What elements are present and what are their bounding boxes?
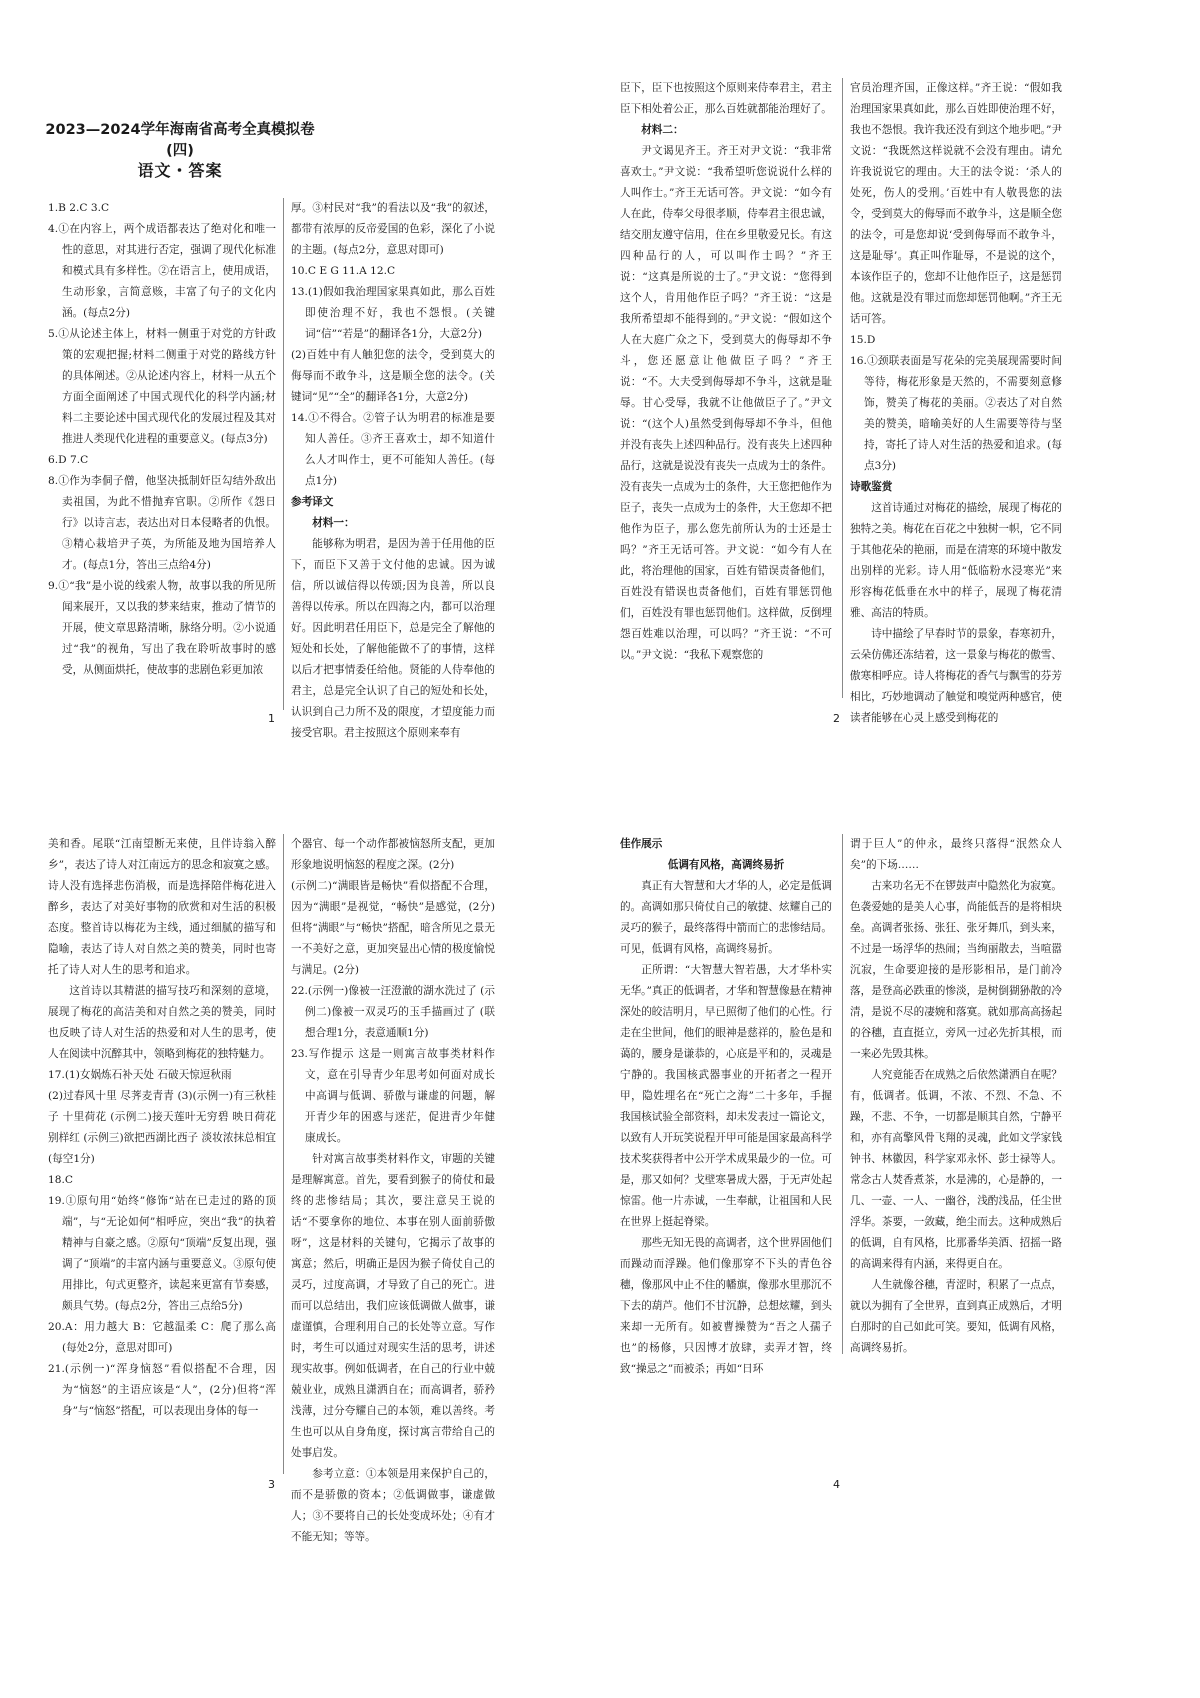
material-one-text-cont: 臣下，臣下也按照这个原则来侍奉君主，君主臣下相处着公正，那么百姓就都能治理好了。 [620, 82, 832, 115]
material-two-text: 尹文谒见齐王。齐王对尹文说：“我非常喜欢士。”尹文说：“我希望听您说说什么样的人叫作士。”齐王无话可答。尹文说：“如今有人在此，侍奉父母很孝顺，侍奉君主很忠诚，结交朋友遵守信用，住在乡里敬爱兄长。有这四种品行的人，可以叫作士吗？”齐王说：“这真是所说的士了。”尹文说：“您得到这个人，肯用他作臣子吗？”齐王说：“这是我所希望却不能得到的。”尹文说：“假如这个人在大庭广众之下，受到莫大的侮辱却不争斗，您还愿意让他做臣子吗？”齐王说：“不。大夫受到侮辱却不争斗，这就是耻辱。甘心受辱，我就不让他做臣子了。”尹文说：“(这个人)虽然受到侮辱却不争斗，但他并没有丧失上述四种品行。没有丧失上述四种品行，这就是说没有丧失一点成为士的条件。没有丧失一点成为士的条件，大王您把他作为臣子，丧失一点成为士的条件，大王您却不把他作为臣子，那么您先前所认为的士还是士吗？”齐王无话可答。尹文说：“如今有人在此，将治理他的国家，百姓有错误责备他们，百姓没有错误也责备他们，百姓有罪惩罚他们，百姓没有罪也惩罚他们。这样做，反倒埋怨百姓难以治理，可以吗？”齐王说：“不可以。”尹文说：“我私下观察您的 [620, 145, 832, 661]
essay-paragraph: 人生就像谷穗，青涩时，积累了一点点，就以为拥有了全世界，直到真正成熟后，才明白那时的自己如此可笑。要知，低调有风格，高调终易折。 [850, 1279, 1062, 1354]
reference-translation-heading: 参考译文 [291, 496, 334, 508]
answer-item: 厚。③村民对“我”的看法以及“我”的叙述，都带有浓厚的反帝爱国的色彩，深化了小说的主题。(每点2分，意思对即可) [291, 202, 495, 256]
essay-paragraph: 古来功名无不在锣鼓声中隐然化为寂寞。色袭爱她的是美人心事，尚能低吾的是将相块垒。高调者张扬、张狂、张牙舞爪，到头来，不过是一场浮华的热闹；当绚丽散去，当喧嚣沉寂，生命要迎接的是形影相吊，是门前冷落，是登高必跌重的惨淡，是树倒猢狲散的冷清，是说不尽的凄婉和落寞。就如那高高扬起的谷穗，直直挺立，旁风一过必先折其根，而一来必先毁其株。 [850, 880, 1062, 1060]
answer-item: 9.①“我”是小说的线索人物，故事以我的所见所闻来展开，又以我的梦来结束，推动了情节的开展，使文章思路清晰，脉络分明。②小说通过“我”的视角，写出了我在聆听故事时的感受，从侧面烘托，使故事的悲剧色彩更加浓 [48, 580, 276, 676]
p2-left-column [620, 78, 832, 666]
essay-paragraph: 正所谓：“大智慧大智若愚，大才华朴实无华。”真正的低调者，才华和智慧像悬在精神深处的皎洁明月，早已照彻了他们的心性。行走在尘世间，他们的眼神是慈祥的，脸色是和蔼的，腰身是谦恭的，心底是平和的，灵魂是宁静的。我国核武器事业的开拓者之一程开甲，隐姓埋名在“死亡之海”二十多年，手握我国核试验全部资料，却未发表过一篇论文，以致有人开玩笑说程开甲可能是国家最高科学技术奖获得者中公开学术成果最少的一位。可是，那又如何？戈壁寒暑成大器，于无声处起惊雷。他一片赤诚，一生奉献，让祖国和人民在世界上挺起脊梁。 [620, 964, 832, 1228]
p4-left-column [620, 834, 832, 1380]
answer-item: 22.(示例一)像被一汪澄澈的湖水洗过了 (示例二)像被一双灵巧的玉手描画过了 (联想合理1分，表意通顺1分) [291, 985, 495, 1039]
material-one-heading: 材料一： [312, 517, 355, 529]
essay-paragraph: 人究竟能否在成熟之后依然潇洒自在呢？有，低调者。低调，不浓、不烈、不急、不躁，不悲、不争，一切都是顺其自然，宁静平和，亦有高擎风骨飞翔的灵魂，此如文学家钱钟书、林徽因，科学家邓永怀、彭士禄等人。常念古人焚香煮茶，水是沸的，心是静的，一几、一壶、一人、一幽谷，浅酌浅品，任尘世浮华。茶要，一敛藏，绝尘而去。这种成熟后的低调，自有风格，比那番华美酒、招摇一路的高调来得有内涵，来得更自在。 [850, 1069, 1062, 1270]
p1-right-column [291, 198, 495, 744]
answer-item: 19.①原句用“始终”修饰“站在已走过的路的顶端”，与“无论如何”相呼应，突出“我”的执着精神与自豪之感。②原句“顶端”反复出现，强调了“顶端”的丰富内涵与重要意义。③原句使用排比，句式更整齐，读起来更富有节奏感，颇具气势。(每点2分，答出三点给5分) [48, 1195, 276, 1312]
answer-item: 18.C [48, 1174, 73, 1186]
answer-item: 14.①不得合。②管子认为明君的标准是要知人善任。③齐王喜欢士，却不知道什么人才叫作士，更不可能知人善任。(每点1分) [291, 412, 495, 487]
material-two-heading: 材料二： [641, 124, 684, 136]
page-number: 2 [833, 712, 840, 725]
document-subtitle: 语文・答案 [137, 161, 223, 180]
essay-paragraph: 谓于巨人”的仲永，最终只落得“泯然众人矣”的下场…… [850, 838, 1062, 871]
poem-paragraph: 美和香。尾联“江南望断无来使，且伴诗翁入醉乡”，表达了诗人对江南远方的思念和寂寞之感。诗人没有选择悲伤消极，而是选择陪伴梅花进入醉乡，表达了对美好事物的欣赏和对生活的积极态度。整首诗以梅花为主线，通过细腻的描写和隐喻，表达了诗人对自然之美的赞美，同时也寄托了诗人对人生的思考和追求。 [48, 838, 276, 976]
page-number: 1 [268, 712, 275, 725]
essay-paragraph: 那些无知无畏的高调者，这个世界固他们而躁动而浮躁。他们像那穿不下头的青色谷穗，像那风中止不住的幡旗，像那水里那沉不下去的葫芦。他们不甘沉静，总想炫耀，到头来却一无所有。如被曹操赞为“吾之人孺子也”的杨修，只因博才放肆，卖弄才智，终致“操忌之”而被杀；再如“日环 [620, 1237, 832, 1375]
sample-essay-heading: 佳作展示 [620, 838, 663, 850]
answer-item: 20.A：用力越大 B：它越温柔 C：爬了那么高(每处2分，意思对即可) [48, 1321, 276, 1354]
poem-paragraph: 诗中描绘了早春时节的景象，春寒初升，云朵仿佛还冻结着，这一景象与梅花的傲雪、傲寒相呼应。诗人将梅花的香气与飘雪的芬芳相比，巧妙地调动了触觉和嗅觉两种感官，使读者能够在心灵上感受到梅花的 [850, 628, 1062, 724]
answer-item: 13.(1)假如我治理国家果真如此，那么百姓即使治理不好，我也不怨恨。(关键词“信”“若是”的翻译各1分，大意2分) [291, 286, 495, 340]
answer-item: 10.C E G 11.A 12.C [291, 265, 396, 277]
answer-item: 21.(示例一)“浑身恼怒”看似搭配不合理，因为“恼怒”的主语应该是“人”，(2分)但将“浑身”与“恼怒”搭配，可以表现出身体的每一 [48, 1363, 276, 1417]
answer-item: 5.①从论述主体上，材料一侧重于对党的方针政策的宏观把握;材料二侧重于对党的路线方针的具体阐述。②从论述内容上，材料一从五个方面全面阐述了中国式现代化的科学内涵;材料二主要论述中国式现代化的发展过程及其对推进人类现代化进程的重要意义。(每点3分) [48, 328, 276, 445]
p3-left-column [48, 834, 276, 1422]
material-two-text-cont: 官员治理齐国，正像这样。”齐王说：“假如我治理国家果真如此，那么百姓即使治理不好，我也不怨恨。我许我还没有到这个地步吧。”尹文说：“我既然这样说就不会没有理由。请允许我说说它的理由。大王的法令说：‘杀人的处死，伤人的受刑。’百姓中有人敬畏您的法令，受到莫大的侮辱而不敢争斗，这是顺全您的法令，可是您却说‘受到侮辱而不敢争斗，这是耻辱’。真正叫作耻辱，不是说的这个，本该作臣子的，您却不让他作臣子，这是惩罚他。这就是没有罪过而您却惩罚他啊。”齐王无话可答。 [850, 82, 1062, 325]
document-title: 2023—2024学年海南省高考全真模拟卷(四) [45, 122, 315, 159]
answer-item: 15.D [850, 334, 876, 346]
answer-item: (2)百姓中有人触犯您的法令，受到莫大的侮辱而不敢争斗，这是顺全您的法令。(关键词“见”“全”的翻译各1分，大意2分) [291, 349, 495, 403]
answer-item: 6.D 7.C [48, 454, 89, 466]
p4-right-column [850, 834, 1062, 1359]
column-divider [283, 198, 284, 710]
poem-appreciation-heading: 诗歌鉴赏 [850, 481, 893, 493]
answer-item: 17.(1)女娲炼石补天处 石破天惊逗秋雨 [48, 1069, 232, 1081]
poem-paragraph: 这首诗通过对梅花的描绘，展现了梅花的独特之美。梅花在百花之中独树一帜，它不同于其他花朵的艳丽，而是在清寒的环境中散发出别样的光彩。诗人用“低临粉水浸寒光”来形容梅花低垂在水中的样子，展现了梅花清雅、高洁的特质。 [850, 502, 1062, 619]
column-divider [842, 78, 843, 698]
essay-title: 低调有风格，高调终易折 [667, 859, 785, 871]
answer-item: 8.①作为李侗子僧，他坚决抵制奸臣勾结外敌出卖祖国，为此不惜抛弃官职。②所作《怨日行》以诗言志，表达出对日本侵略者的仇恨。③精心栽培尹子英，为所能及地为国培养人才。(每点1分，答出三点给4分) [48, 475, 276, 571]
answer-item: (示例二)“满眼皆是畅快”看似搭配不合理，因为“满眼”是视觉，“畅快”是感觉，(2分)但将“满眼”与“畅快”搭配，暗含所见之景无一不美好之意，更加突显出心情的极度愉悦与满足。(2分) [291, 880, 495, 976]
answer-item: (2)过春风十里 尽荠麦青青 (3)(示例一)有三秋桂子 十里荷花 (示例二)接天莲叶无穷碧 映日荷花别样红 (示例三)欲把西湖比西子 淡妆浓抹总相宜 (每空1分) [48, 1090, 276, 1165]
writing-guidance: 参考立意：①本领是用来保护自己的，而不是骄傲的资本；②低调做事，谦虚做人；③不要将自己的长处变成坏处；④有才不能无知；等等。 [291, 1468, 495, 1543]
answer-item: 个器官、每一个动作都被恼怒所支配，更加形象地说明恼怒的程度之深。(2分) [291, 838, 495, 871]
column-divider [842, 834, 843, 1354]
answer-item: 1.B 2.C 3.C [48, 202, 110, 214]
poem-paragraph: 这首诗以其精湛的描写技巧和深刻的意境，展现了梅花的高洁美和对自然之美的赞美，同时也反映了诗人对生活的热爱和对人生的思考，使人在阅读中沉醉其中，领略到梅花的独特魅力。 [48, 985, 276, 1060]
essay-paragraph: 真正有大智慧和大才华的人，必定是低调的。高调如那只倚仗自己的敏捷、炫耀自己的灵巧的猴子，最终落得中箭而亡的悲惨结局。可见，低调有风格，高调终易折。 [620, 880, 832, 955]
p3-right-column [291, 834, 495, 1548]
p1-left-column [48, 198, 276, 681]
answer-item: 4.①在内容上，两个成语都表达了绝对化和唯一性的意思，对其进行否定，强调了现代化标准和模式具有多样性。②在语言上，使用成语，生动形象，言简意赅，丰富了句子的文化内涵。(每点2分) [48, 223, 276, 319]
answer-item: 16.①颈联表面是写花朵的完美展现需要时间等待，梅花形象是天然的，不需要刻意修饰，赞美了梅花的美丽。②表达了对自然美的赞美，暗喻美好的人生需要等待与坚持，寄托了诗人对生活的热爱和追求。(每点3分) [850, 355, 1062, 472]
page-number: 4 [833, 1478, 840, 1491]
writing-guidance: 针对寓言故事类材料作文，审题的关键是理解寓意。首先，要看到猴子的倚仗和最终的悲惨结局；其次，要注意吴王说的话“不要拿你的地位、本事在别人面前骄傲呀”，这是材料的关键句，它揭示了故事的寓意；然后，明确正是因为猴子倚仗自己的灵巧，过度高调，才导致了自己的死亡。进而可以总结出，我们应该低调做人做事，谦虚谨慎，合理利用自己的长处等立意。写作时，考生可以通过对现实生活的思考，讲述现实故事。例如低调者，在自己的行业中兢兢业业，成熟且潇洒自在；而高调者，骄矜浅薄，过分夸耀自己的本领，难以善终。考生也可以从自身角度，探讨寓言带给自己的处事启发。 [291, 1153, 495, 1459]
material-one-text: 能够称为明君，是因为善于任用他的臣下，而臣下又善于文付他的忠诚。因为诚信，所以诚信得以传颂;因为良善，所以良善得以传承。所以在四海之内，都可以治理好。因此明君任用臣下，总是完全了解他的短处和长处，了解他能做不了的事情，这样以后才把事情委任给他。贤能的人侍奉他的君主，总是完全认识了自己的短处和长处，认识到自己力所不及的限度，才望度能力而接受官职。君主按照这个原则来奉有 [291, 538, 495, 739]
writing-prompt: 23.写作提示 这是一则寓言故事类材料作文，意在引导青少年思考如何面对成长中高调与低调、骄傲与谦虚的问题，解开青少年的困惑与迷茫，促进青少年健康成长。 [291, 1048, 495, 1144]
page-number: 3 [268, 1478, 275, 1491]
column-divider [283, 834, 284, 1474]
p2-right-column [850, 78, 1062, 729]
